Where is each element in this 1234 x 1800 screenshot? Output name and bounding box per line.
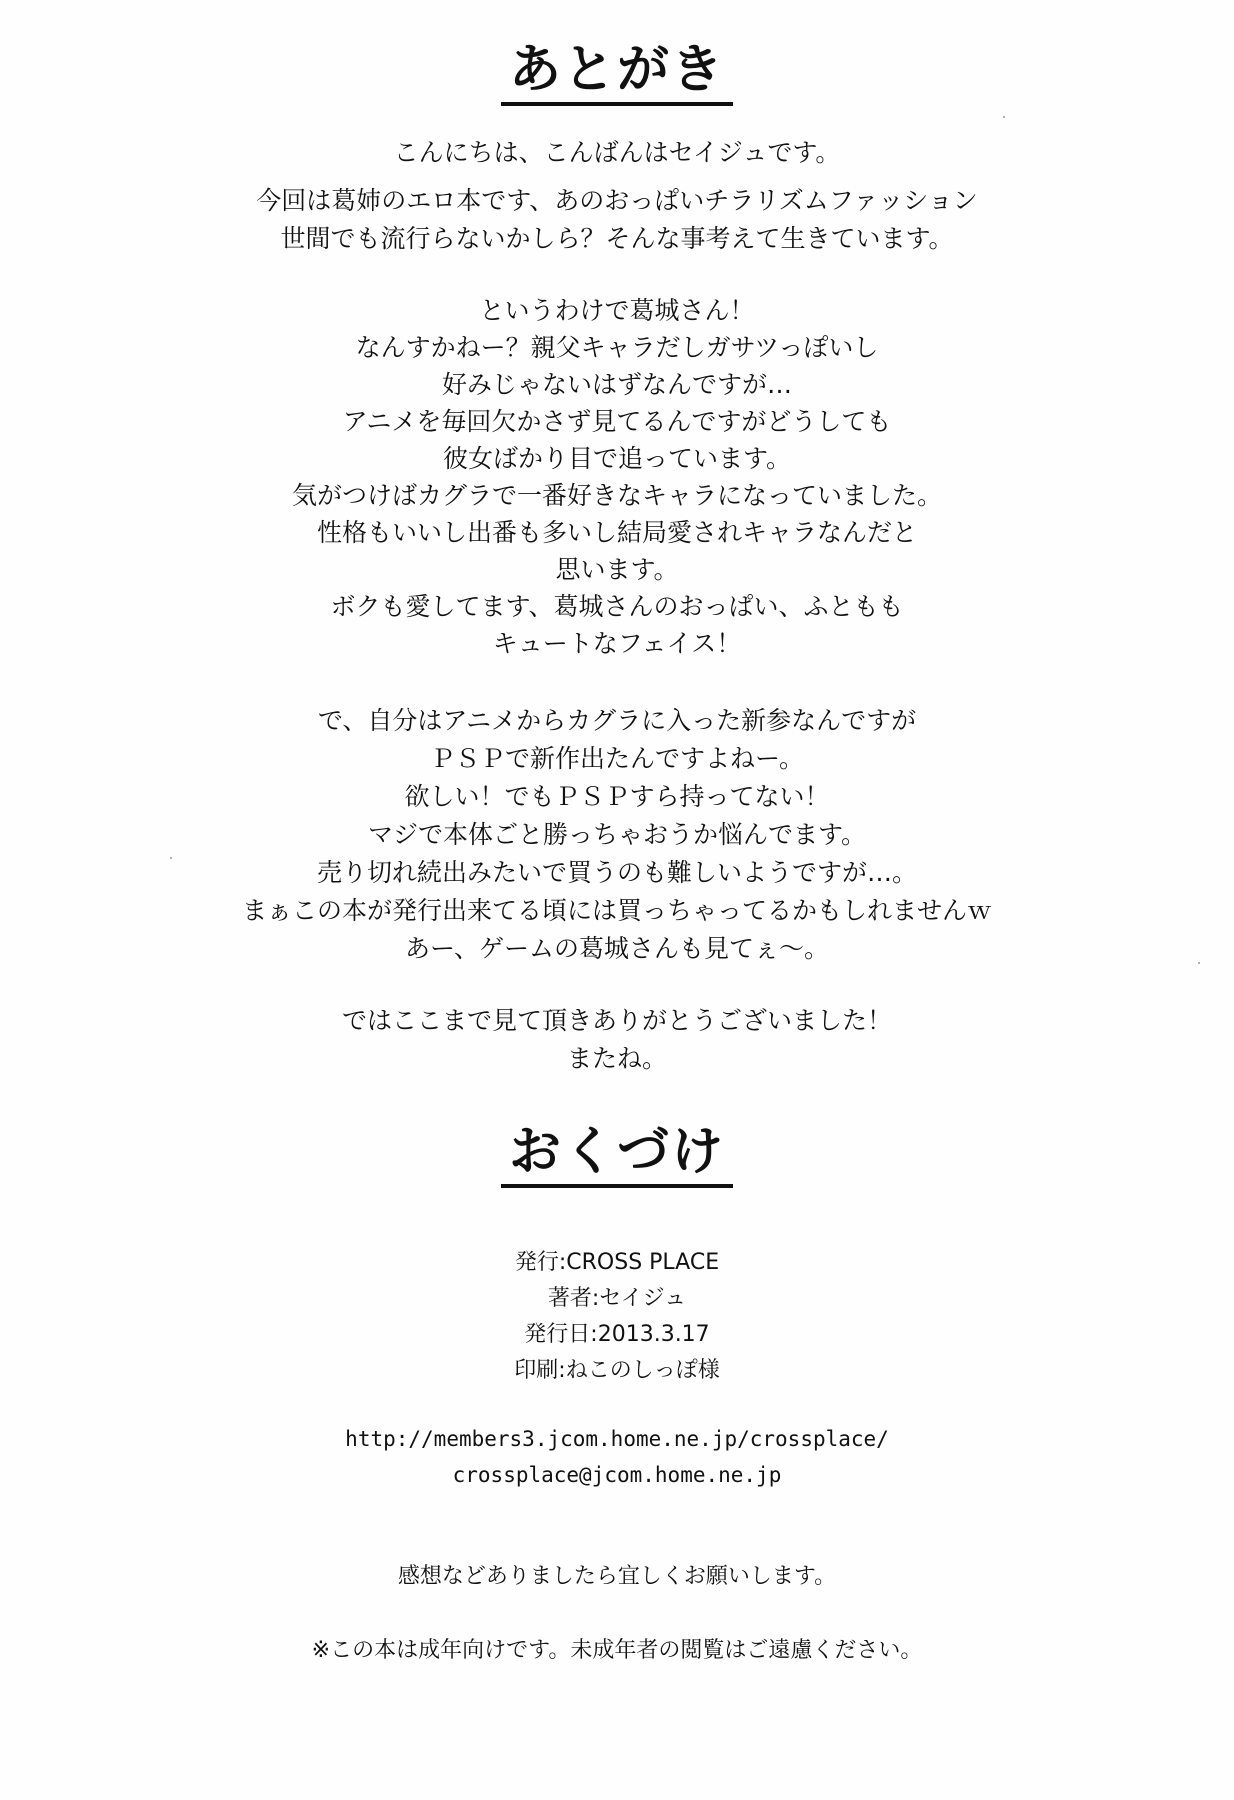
afterword-line: あー、ゲームの葛城さんも見てぇ～。 xyxy=(404,934,829,963)
afterword-line: 好みじゃないはずなんですが… xyxy=(441,370,792,399)
afterword-line: なんすかねー？親父キャラだしガサツっぽいし xyxy=(355,333,879,362)
scan-speck xyxy=(1198,962,1200,964)
afterword-line: 今回は葛姉のエロ本です、あのおっぱいチラリズムファッション xyxy=(256,186,978,215)
afterword-line: 思います。 xyxy=(555,555,679,584)
afterword-line: ＰＳＰで新作出たんですよねー。 xyxy=(429,744,804,773)
afterword-line: まぁこの本が発行出来てる頃には買っちゃってるかもしれませんｗ xyxy=(241,896,992,925)
afterword-line: またね。 xyxy=(566,1044,667,1073)
afterword-line: というわけで葛城さん！ xyxy=(479,296,755,325)
colophon-printer: 印刷:ねこのしっぽ様 xyxy=(514,1358,720,1383)
afterword-line: 気がつけばカグラで一番好きなキャラになっていました。 xyxy=(291,481,942,510)
colophon-feedback: 感想などありましたら宜しくお願いします。 xyxy=(397,1564,837,1589)
colophon-publisher: 発行:CROSS PLACE xyxy=(514,1250,720,1275)
afterword-line: マジで本体ごと勝っちゃおうか悩んでます。 xyxy=(367,820,866,849)
afterword-line: で、自分はアニメからカグラに入った新参なんですが xyxy=(317,706,917,735)
colophon-date: 発行日:2013.3.17 xyxy=(524,1322,710,1347)
afterword-heading xyxy=(0,38,1234,102)
afterword-line: キュートなフェイス！ xyxy=(492,629,742,658)
afterword-line: 彼女ばかり目で追っています。 xyxy=(442,444,791,473)
afterword-heading-text: あとがき xyxy=(501,40,733,106)
scan-speck xyxy=(1003,116,1005,118)
afterword-line: ボクも愛してます、葛城さんのおっぱい、ふともも xyxy=(330,592,904,621)
afterword-line: ではここまで見て頂きありがとうございました！ xyxy=(341,1006,892,1035)
colophon-heading-text: おくづけ xyxy=(501,1122,733,1188)
afterword-line: 世間でも流行らないかしら？そんな事考えて生きています。 xyxy=(280,224,954,253)
scan-speck xyxy=(170,857,172,859)
colophon-heading xyxy=(0,1120,1234,1184)
afterword-line: 欲しい！でもＰＳＰすら持ってない！ xyxy=(404,782,830,811)
afterword-line: 売り切れ続出みたいで買うのも難しいようですが…。 xyxy=(316,858,917,887)
colophon-notice: ※この本は成年向けです。未成年者の閲覧はご遠慮ください。 xyxy=(311,1638,923,1663)
afterword-line: 性格もいいし出番も多いし結局愛されキャラなんだと xyxy=(316,518,917,547)
colophon-author: 著者:セイジュ xyxy=(547,1286,687,1311)
colophon-url: http://members3.jcom.home.ne.jp/crossplace/ xyxy=(345,1427,889,1451)
afterword-line: アニメを毎回欠かさず見てるんですがどうしても xyxy=(342,407,892,436)
colophon-email: crossplace@jcom.home.ne.jp xyxy=(452,1463,782,1487)
afterword-line: こんにちは、こんばんはセイジュです。 xyxy=(393,138,841,167)
